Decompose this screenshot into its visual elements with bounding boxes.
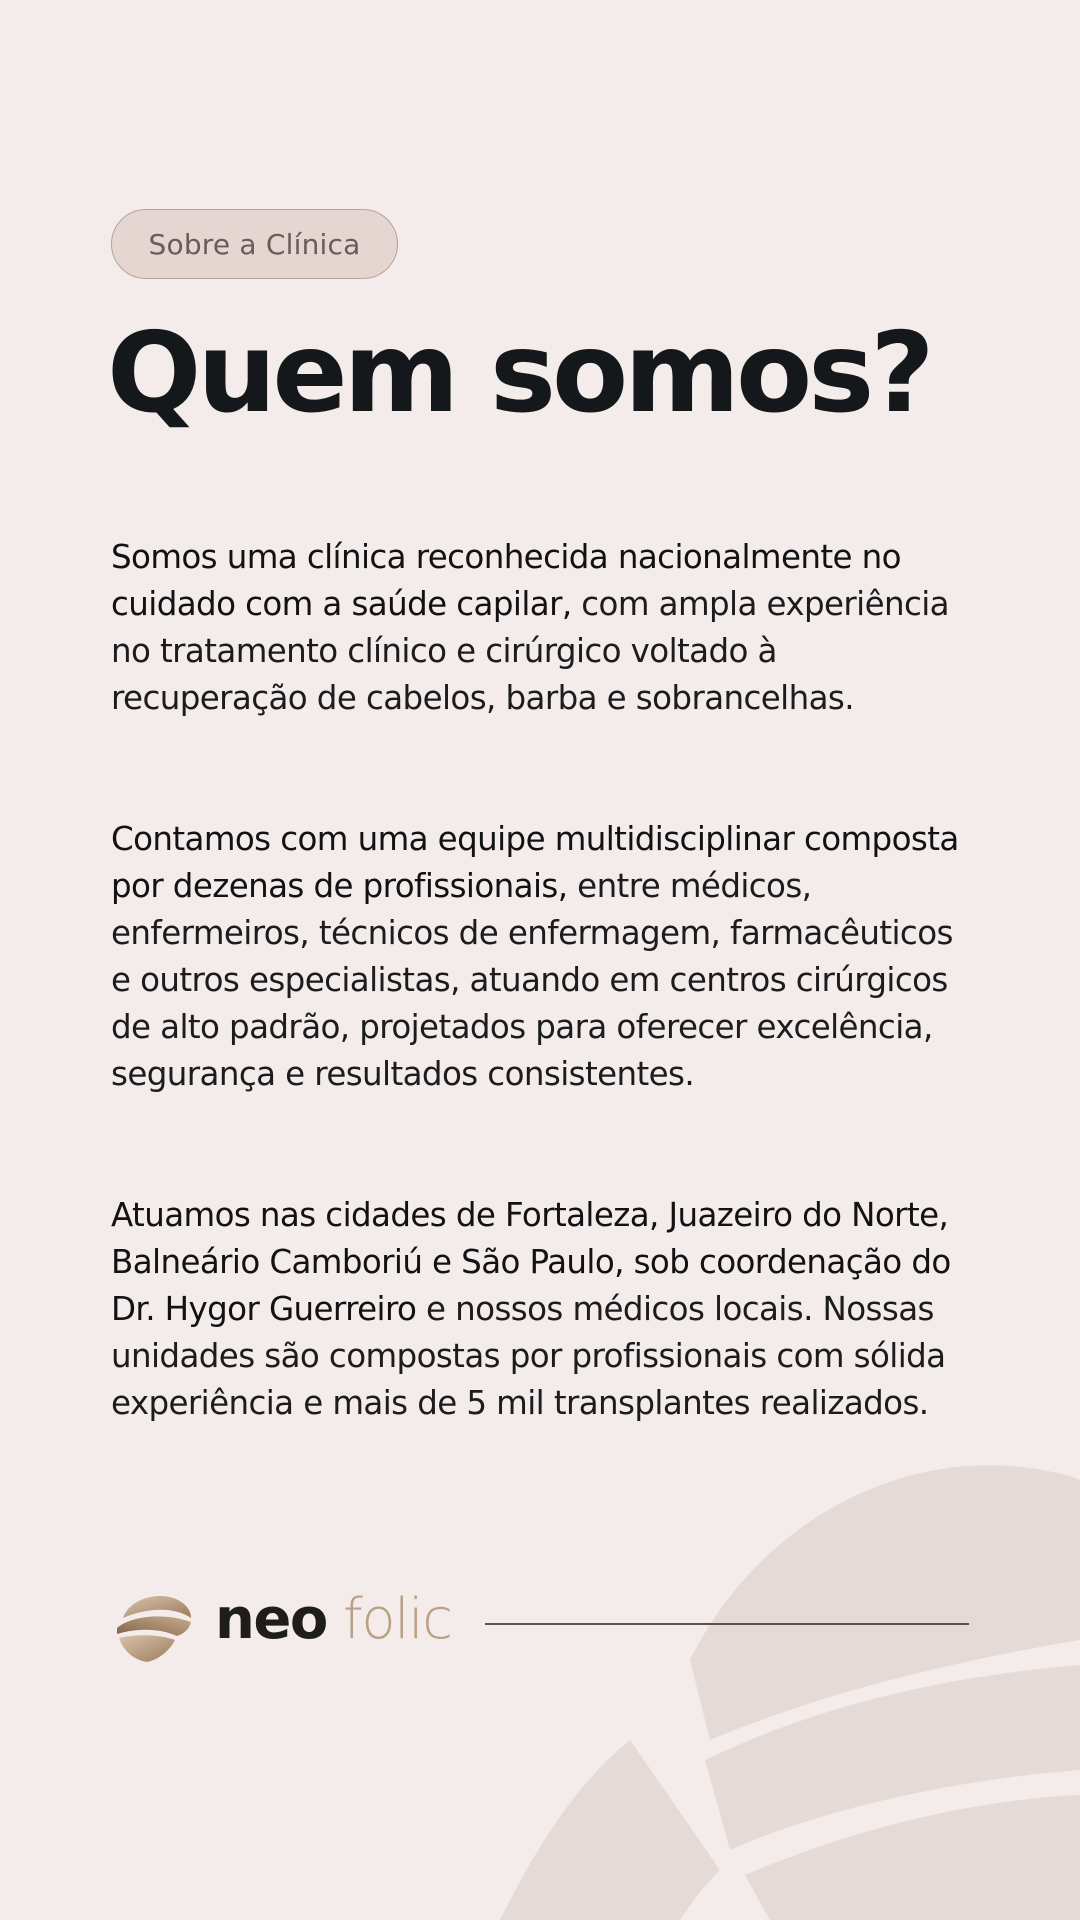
paragraph-team — [111, 816, 971, 1098]
paragraph-locations-text: e nossos médicos locais. Nossas unidades são compostas por profissionais com sólida experiência e mais de 5 mil transplantes realizados. — [111, 1290, 946, 1422]
paragraph-team-highlight: Contamos com uma equipe multidisciplinar composta por dezenas de profissionais, — [111, 820, 959, 905]
section-badge — [111, 209, 398, 279]
section-badge-label: Sobre a Clínica — [148, 227, 361, 261]
page-title: Quem somos? — [107, 309, 931, 438]
paragraph-about-text: com ampla experiência no tratamento clínico e cirúrgico voltado à recuperação de cabelos, barba e sobrancelhas. — [111, 585, 949, 717]
paragraph-locations-highlight: Atuamos nas cidades de Fortaleza, Juazeiro do Norte, Balneário Camboriú e São Paulo, sob coordenação do Dr. Hygor Guerreiro — [111, 1196, 951, 1328]
paragraph-about-highlight: Somos uma clínica reconhecida nacionalmente no cuidado com a saúde capilar, — [111, 538, 901, 623]
neofolic-logo-icon — [111, 1582, 195, 1666]
brand-logo-text — [215, 1587, 452, 1652]
brand-footer — [111, 1580, 971, 1670]
footer-divider — [485, 1623, 969, 1625]
paragraph-team-text: entre médicos, enfermeiros, técnicos de enfermagem, farmacêuticos e outros especialistas, atuando em centros cirúrgicos de alto padrão, projetados para oferecer excelência, segurança e resultados consistentes. — [111, 867, 953, 1093]
paragraph-locations — [111, 1192, 971, 1427]
brand-name-light: folic — [326, 1587, 452, 1652]
paragraph-about — [111, 534, 971, 722]
brand-name-bold: neo — [215, 1587, 327, 1652]
